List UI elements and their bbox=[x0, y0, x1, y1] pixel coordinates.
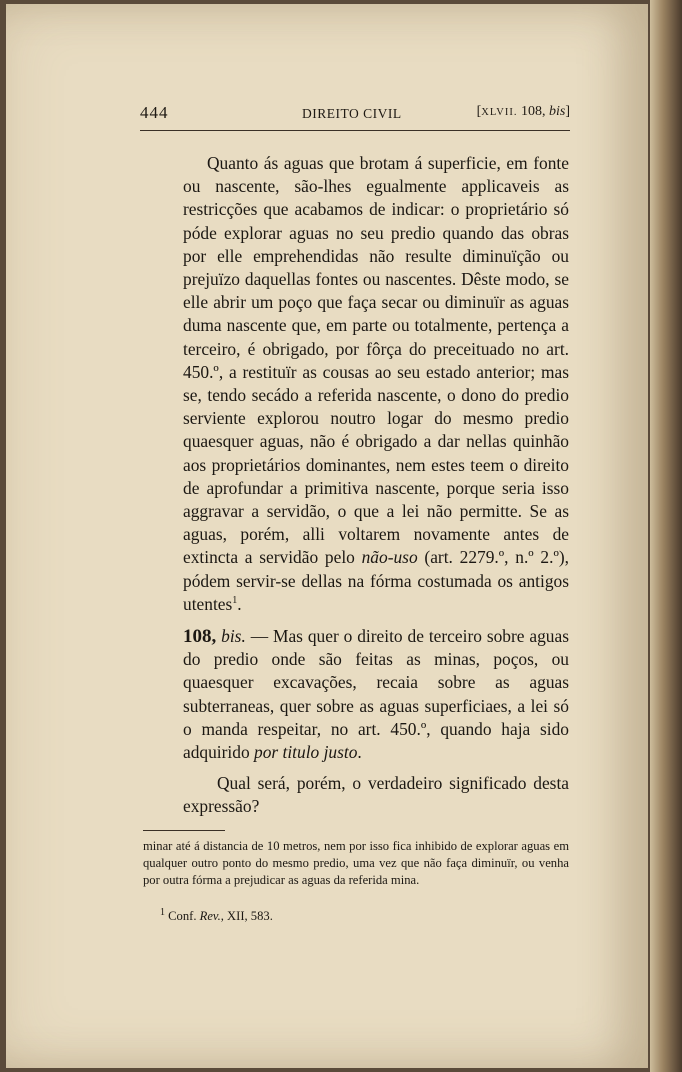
page-number: 444 bbox=[140, 103, 169, 122]
section-number: 108, bbox=[183, 626, 217, 647]
footnote-1: $^1$ Conf. Rev., XII, 583. bbox=[160, 906, 273, 923]
page-header bbox=[140, 103, 570, 127]
paragraph-question: Qual será, porém, o verdadeiro significado desta expressão? bbox=[183, 773, 569, 817]
footnote-marker: 1 bbox=[232, 595, 238, 607]
footnote-rule bbox=[143, 830, 225, 831]
header-rule bbox=[140, 130, 570, 131]
paragraph-section-108-bis: 108, bis. — Mas quer o direito de terceiro sobre aguas do predio onde são feitas as minas, poços, ou quaesquer excavações, recaia sobre as aguas subterraneas, quer sobre as aguas superficiaes, a lei só o manda respeitar, no art. 450.º, quando haja sido adquirido por titulo justo. bbox=[183, 626, 569, 763]
footnote-continued: minar até á distancia de 10 metros, nem por isso fica inhibido de explorar aguas em qualquer outro ponto do mesmo predio, uma vez que não faça diminuïr, ou venha por outra fórma a prejudicar as aguas da referida mina. bbox=[143, 839, 569, 887]
paragraph-aguas-superficie: Quanto ás aguas que brotam á superficie, em fonte ou nascente, são-lhes egualmente applicaveis as restricções que acabamos de indicar: o proprietário só póde explorar aguas no seu predio quando das obras por elle emprehendidas não resulte diminuïção ou prejuïzo daquellas fontes ou nascentes. Dêste modo, se elle abrir um poço que faça secar ou diminuïr as aguas duma nascente que, em parte ou totalmente, pertença a terceiro, é obrigado, por fôrça do preceituado no art. 450.º, a restituïr as cousas ao seu estado anterior; mas se, tendo secádo a referida nascente, o dono do predio serviente explorou noutro logar do mesmo predio quaesquer aguas, não é obrigado a dar nellas quinhão aos proprietários dominantes, nem estes teem o direito de aprofundar a primitiva nascente, porque seria isso aggravar a servidão, o que a lei não permitte. Se as aguas, porém, alli voltarem novamente antes de extincta a servidão pelo não-uso (art. 2279.º, n.º 2.º), pódem servir-se dellas na fórma costumada os antigos utentes$^1$. bbox=[183, 153, 569, 614]
section-bis: bis. bbox=[221, 626, 246, 646]
running-title: DIREITO CIVIL bbox=[302, 106, 402, 121]
section-reference: [XLVII. 108, bis] bbox=[476, 104, 570, 119]
book-binding bbox=[650, 0, 682, 1072]
